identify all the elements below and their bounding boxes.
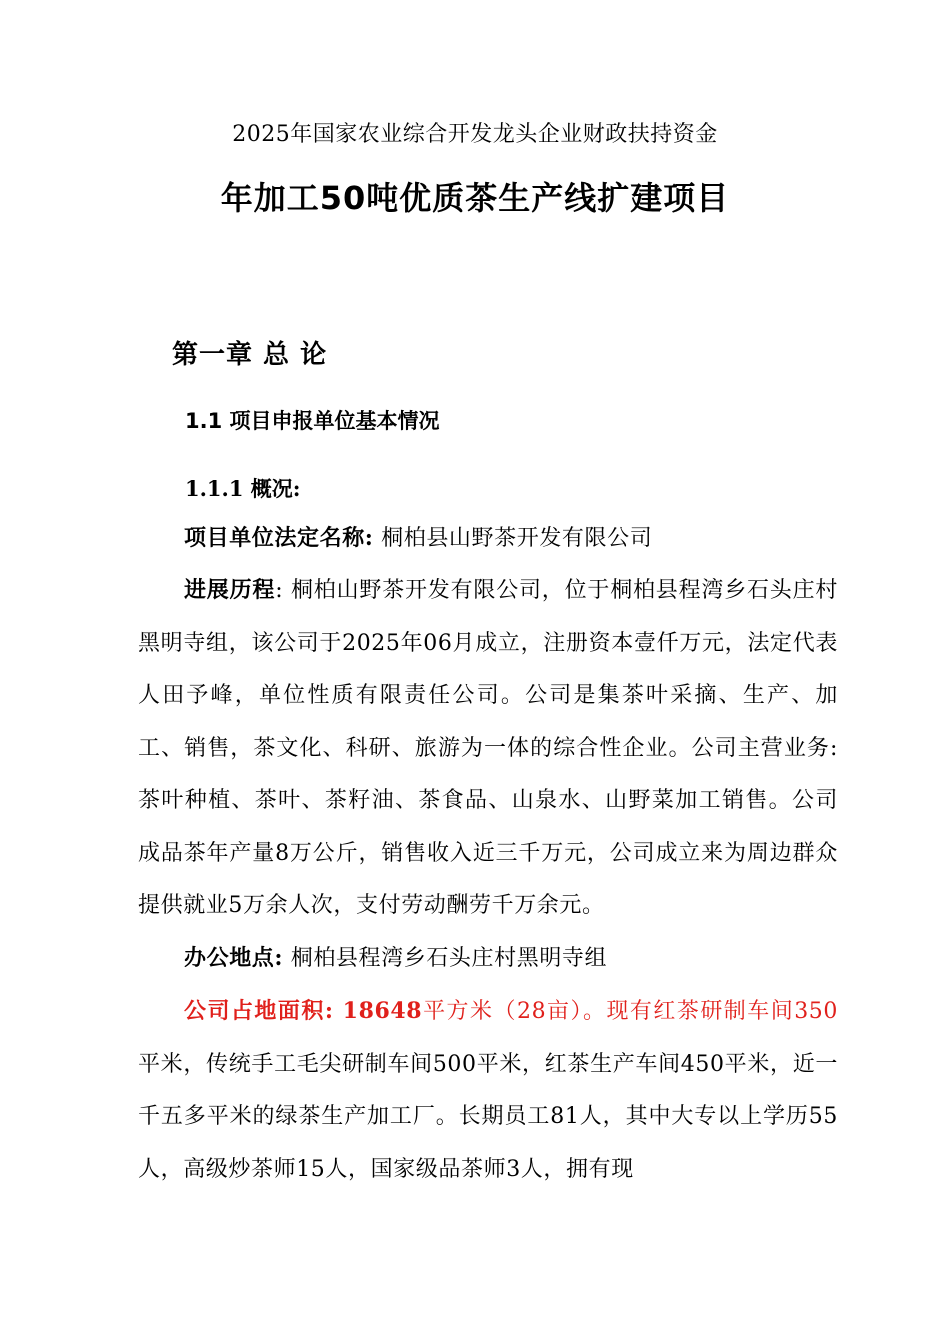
office-paragraph <box>138 932 838 986</box>
company-name-label: 项目单位法定名称: <box>184 525 374 551</box>
history-paragraph <box>138 564 838 933</box>
chapter-heading: 第一章 总 论 <box>172 340 328 370</box>
history-text: : 桐柏山野茶开发有限公司，位于桐柏县程湾乡石头庄村黑明寺组，该公司于2025年06月成立，注册资本壹仟万元，法定代表人田予峰，单位性质有限责任公司。公司是集茶叶采摘、生产、加工、销售，茶文化、科研、旅游为一体的综合性企业。公司主营业务: 茶叶种植、茶叶、茶籽油、茶食品、山泉水、山野菜加工销售。公司成品茶年产量8万公斤，销售收入近三千万元，公司成立来为周边群众提供就业5万余人次，支付劳动酬劳千万余元。 <box>138 578 838 918</box>
area-highlight-text: 平方米（28亩）。现有红茶研制车间350 <box>422 999 838 1024</box>
office-label: 办公地点: <box>184 945 284 971</box>
office-value: 桐柏县程湾乡石头庄村黑明寺组 <box>283 946 608 971</box>
area-paragraph <box>138 985 838 1196</box>
subsection-heading: 1.1.1 概况: <box>185 476 301 501</box>
project-main-title: 年加工50吨优质茶生产线扩建项目 <box>220 179 730 217</box>
company-name-value: 桐柏县山野茶开发有限公司 <box>373 526 653 551</box>
area-text: 平米，传统手工毛尖研制车间500平米，红茶生产车间450平米，近一千五多平米的绿茶生产加工厂。长期员工81人，其中大专以上学历55人，高级炒茶师15人，国家级品茶师3人，拥有现 <box>138 1051 838 1182</box>
company-name-paragraph <box>138 512 838 566</box>
project-pre-title: 2025年国家农业综合开发龙头企业财政扶持资金 <box>232 122 718 147</box>
history-label: 进展历程 <box>184 577 276 603</box>
section-heading: 1.1 项目申报单位基本情况 <box>185 409 440 433</box>
area-label: 公司占地面积: 18648 <box>184 998 423 1024</box>
